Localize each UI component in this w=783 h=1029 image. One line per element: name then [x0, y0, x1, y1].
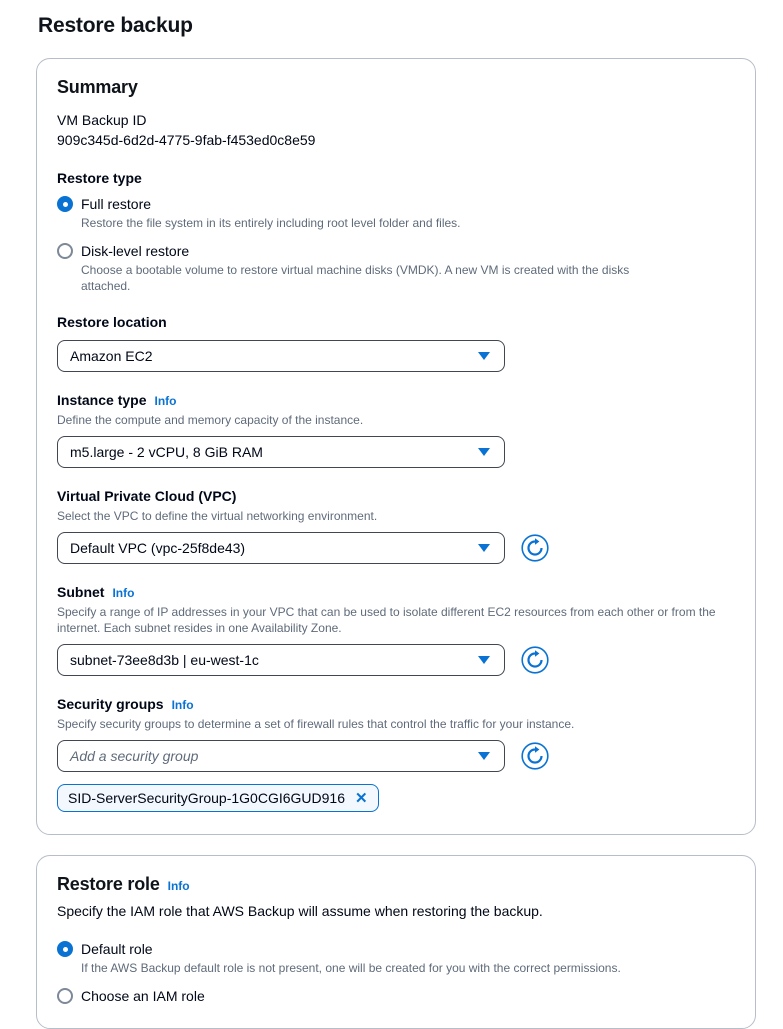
restore-location-value: Amazon EC2 — [70, 348, 153, 364]
radio-option-full-restore — [57, 194, 735, 231]
restore-role-info-link[interactable]: Info — [167, 879, 190, 893]
security-groups-info-link[interactable]: Info — [171, 698, 194, 712]
choose-iam-role-radio[interactable] — [57, 986, 735, 1006]
restore-role-heading: Restore role — [57, 874, 160, 894]
restore-location-label: Restore location — [57, 314, 167, 330]
security-groups-refresh-button[interactable] — [521, 742, 549, 770]
security-groups-field — [57, 694, 735, 812]
vpc-select[interactable] — [57, 532, 505, 564]
security-groups-select[interactable] — [57, 740, 505, 772]
restore-location-field — [57, 312, 735, 372]
chevron-down-icon — [478, 656, 490, 664]
radio-selected-icon[interactable] — [57, 941, 73, 957]
subnet-info-link[interactable]: Info — [112, 586, 135, 600]
refresh-icon — [521, 646, 549, 674]
disk-level-restore-label: Disk-level restore — [81, 243, 190, 259]
chevron-down-icon — [478, 752, 490, 760]
restore-location-select[interactable] — [57, 340, 505, 372]
radio-unselected-icon[interactable] — [57, 243, 73, 259]
chevron-down-icon — [478, 544, 490, 552]
full-restore-description: Restore the file system in its entirely including root level folder and files. — [81, 216, 461, 230]
refresh-icon — [521, 534, 549, 562]
summary-card — [36, 58, 756, 835]
instance-type-field — [57, 390, 735, 468]
security-groups-label: Security groups — [57, 696, 164, 712]
vpc-refresh-button[interactable] — [521, 534, 549, 562]
instance-type-select[interactable] — [57, 436, 505, 468]
vpc-value: Default VPC (vpc-25f8de43) — [70, 540, 246, 556]
disk-level-restore-description: Choose a bootable volume to restore virtual machine disks (VMDK). A new VM is created with the disks attached. — [81, 263, 630, 293]
chevron-down-icon — [478, 448, 490, 456]
restore-role-description: Specify the IAM role that AWS Backup will assume when restoring the backup. — [57, 903, 543, 919]
summary-heading: Summary — [57, 77, 138, 97]
vpc-label: Virtual Private Cloud (VPC) — [57, 488, 237, 504]
default-role-description: If the AWS Backup default role is not present, one will be created for you with the correct permissions. — [81, 961, 621, 975]
vm-backup-id-field — [57, 110, 735, 150]
security-groups-description: Specify security groups to determine a set of firewall rules that control the traffic for your instance. — [57, 717, 575, 731]
choose-iam-role-label: Choose an IAM role — [81, 988, 205, 1004]
radio-unselected-icon[interactable] — [57, 988, 73, 1004]
security-group-token-label: SID-ServerSecurityGroup-1G0CGI6GUD916 — [68, 790, 345, 806]
restore-type-field — [57, 168, 735, 294]
radio-selected-icon[interactable] — [57, 196, 73, 212]
instance-type-label: Instance type — [57, 392, 147, 408]
subnet-description: Specify a range of IP addresses in your VPC that can be used to isolate different EC2 resources from each other or from the internet. Each subnet resides in one Availability Zone. — [57, 605, 716, 635]
instance-type-value: m5.large - 2 vCPU, 8 GiB RAM — [70, 444, 263, 460]
default-role-radio[interactable] — [57, 939, 735, 959]
disk-level-restore-radio[interactable] — [57, 241, 735, 261]
restore-type-label: Restore type — [57, 170, 142, 186]
security-group-token — [57, 784, 379, 812]
radio-option-choose-iam-role — [57, 986, 735, 1006]
page-title: Restore backup — [38, 14, 193, 37]
vpc-description: Select the VPC to define the virtual networking environment. — [57, 509, 378, 523]
security-groups-placeholder: Add a security group — [70, 748, 199, 764]
vm-backup-id-value: 909c345d-6d2d-4775-9fab-f453ed0c8e59 — [57, 132, 316, 148]
subnet-refresh-button[interactable] — [521, 646, 549, 674]
instance-type-info-link[interactable]: Info — [154, 394, 177, 408]
vpc-field — [57, 486, 735, 564]
instance-type-description: Define the compute and memory capacity of the instance. — [57, 413, 364, 427]
chevron-down-icon — [478, 352, 490, 360]
subnet-field — [57, 582, 735, 676]
full-restore-label: Full restore — [81, 196, 152, 212]
radio-option-disk-level-restore — [57, 241, 735, 294]
restore-role-card — [36, 855, 756, 1029]
remove-icon[interactable]: ✕ — [355, 789, 368, 807]
vm-backup-id-label: VM Backup ID — [57, 112, 147, 128]
full-restore-radio[interactable] — [57, 194, 735, 214]
subnet-value: subnet-73ee8d3b | eu-west-1c — [70, 652, 259, 668]
default-role-label: Default role — [81, 941, 153, 957]
subnet-select[interactable] — [57, 644, 505, 676]
subnet-label: Subnet — [57, 584, 105, 600]
refresh-icon — [521, 742, 549, 770]
radio-option-default-role — [57, 939, 735, 976]
